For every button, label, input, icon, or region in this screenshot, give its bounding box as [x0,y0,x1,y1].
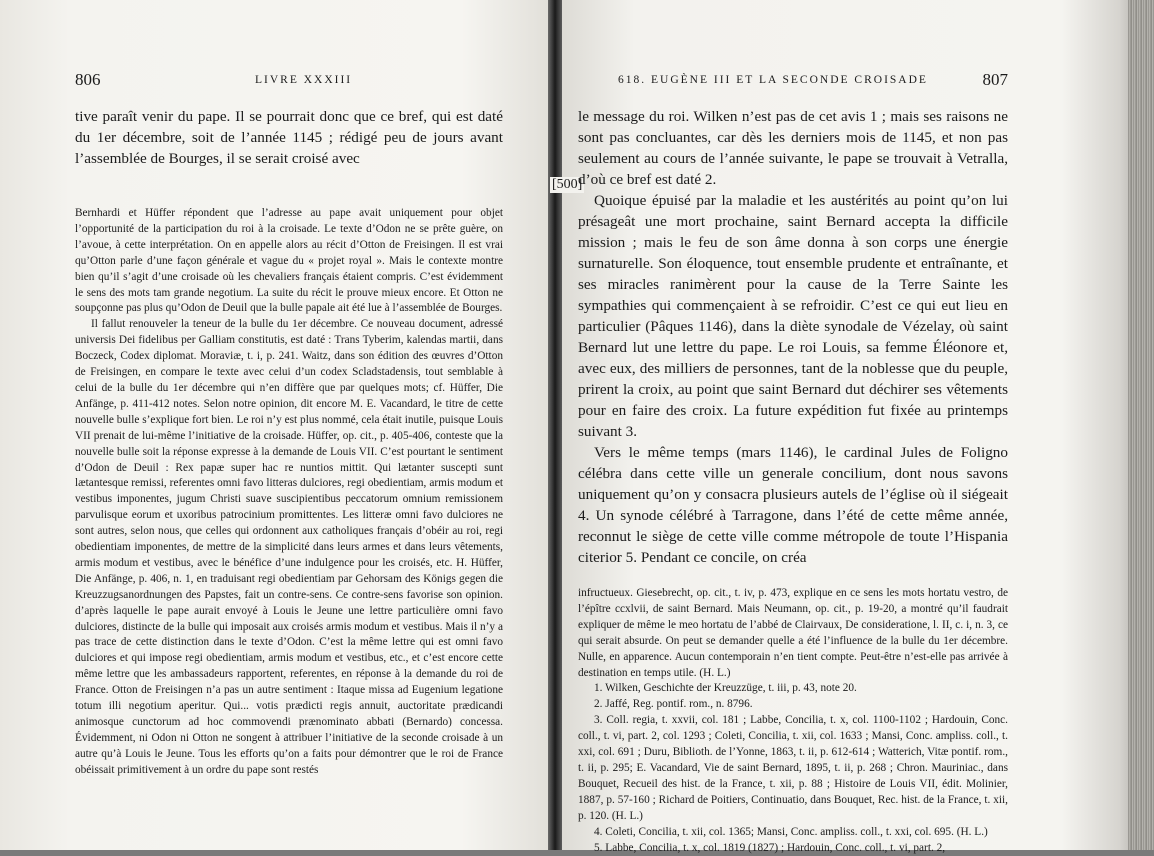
right-body-text [578,106,1008,568]
footnote-item: 4. Coleti, Concilia, t. xii, col. 1365; Mansi, Conc. ampliss. coll., t. xxi, col. 695. (H. L.) [578,825,1008,841]
left-body-text [75,106,503,169]
page-number: 807 [983,70,1009,90]
body-paragraph: le message du roi. Wilken n’est pas de cet avis 1 ; mais ses raisons ne sont pas concluantes, car dès les derniers mois de 1145, et non pas seulement au cours de l’année suivante, le pape se trouvait à Vetralla, d’où ce bref est daté 2. [578,106,1008,190]
left-page [75,70,503,779]
footnote-list [578,681,1008,856]
footnote-paragraph: Bernhardi et Hüffer répondent que l’adresse au pape avait uniquement pour objet l’opportunité de la participation du roi à la croisade. Le texte d’Odon ne se prête guère, on l’avoue, à cette interprétation. On en appelle alors au récit d’Otton de Freisingen. Il est vrai qu’Otton parle d’une façon générale et vague du « projet royal ». Mais le contexte montre bien qu’il s’agit d’une croisade où les chevaliers français étaient compris. C’est évidemment le sens des mots tam grande negotium. La suite du récit le prouve mieux encore. Et Otton ne soupçonne pas plus qu’Odon de Deuil que la bulle papale ait été lue à l’assemblée de Bourges. [75,206,503,317]
footnote-paragraph: Il fallut renouveler la teneur de la bulle du 1er décembre. Ce nouveau document, adressé universis Dei fidelibus per Galliam constitutis, est daté : Trans Tyberim, kalendas martii, dans Boczeck, Codex diplomat. Moraviæ, t. i, p. 241. Waitz, dans son édition des œuvres d’Otton de Freisingen, en compare le texte avec celui d’un codex Scladstadensis, tout semblable à celui de la bulle du 1er décembre qui n’en diffère que par quelques mots; cf. Hüffer, Die Anfänge, p. 411-412 notes. Selon notre opinion, dit encore M. E. Vacandard, le titre de cette nouvelle bulle s’explique fort bien. Le roi n’y est plus nommé, cela était inutile, puisque Louis VII prenait de lui-même l’initiative de la croisade. Hüffer, op. cit., p. 405-406, conteste que la nouvelle bulle soit la réponse expresse à la demande de Louis VII. C’est pourtant le sentiment d’Odon de Deuil : Rex papæ super hac re nuntios mittit. Qui lætanter suscepti sunt lætantesque remissi, referentes omni favo litteras dulciores, regi obedientiam, armis modum et vestibus imponentes, jugum Christi suave suscipientibus peccatorum omnium remissionem parvulisque eorum et uxoribus patrocinium promittentes. Les litteræ omni favo dulciores ne sont autres, selon nous, que celles qui ordonnent aux catholiques français d’obéir au roi, regi obedientiam imponentes, de mettre de la simplicité dans leurs armes et dans leurs vêtements, armis modum et vestibus, avec le bénéfice d’une indulgence pour les croisés, etc. H. Hüffer, Die Anfänge, p. 406, n. 1, en traduisant regi obedientiam par Gehorsam des Königs gegen die Kreuzzugsanordnungen des Papstes, fait un contre-sens. Ce contre-sens favorise son opinion. d’après laquelle le pape aurait envoyé à Louis le Jeune une lettre particulière omni favo dulciores, distincte de la bulle qui imposait aux croisés armis modum et vestibus. Mais il n’y a pas trace de cette distinction dans le texte d’Odon. C’est la même lettre qui est omni favo dulciores et qui impose regi obedientiam, armis modum et vestibus, etc., et c’est encore cette même lettre que les ambassadeurs rapportent, referentes, en réponse à la demande du roi de France. Otton de Freisingen n’a pas un autre sentiment : Itaque missa ad Eugenium legatione totum illi negotium aperitur. Qui... votis prædicti regis annuit, auctoritate prædicandi animosque cunctorum ad hoc commovendi prænominato abbati (Bernardo) concessa. Évidemment, ni Odon ni Otton ne songent à attribuer l’initiative de la seconde croisade à un autre qu’à Louis le Jeune. Tous les efforts qu’on a faits pour démontrer que le roi de France obéissait primitivement à un ordre du pape sont restés [75,317,503,778]
footnote-paragraph: infructueux. Giesebrecht, op. cit., t. iv, p. 473, explique en ce sens les mots hortatu vestro, de l’épître ccxlvii, de saint Bernard. Mais Neumann, op. cit., p. 19-20, a montré qu’il faudrait expliquer de même le meo hortatu de l’abbé de Clairvaux, De consideratione, l. II, c. i, n. 3, ce qui serait absurde. On peut se demander quelle a été l’influence de la bulle du 1er décembre. Nulle, en apparence. Aucun contemporain n’en tient compte. Peut-être n’est-elle pas arrivée à destination en temps utile. (H. L.) [578,586,1008,681]
page-edges [1128,0,1154,850]
footnote-item: 5. Labbe, Concilia, t. x, col. 1819 (1827) ; Hardouin, Conc. coll., t. vi, part. 2, [578,841,1008,856]
left-running-header [75,70,503,96]
body-paragraph: tive paraît venir du pape. Il se pourrait donc que ce bref, qui est daté du 1er décembre, soit de l’année 1145 ; rédigé peu de jours avant l’assemblée de Bourges, il se serait croisé avec [75,106,503,169]
margin-marker: [500] [550,177,584,193]
right-page [578,70,1008,856]
running-head: 618. EUGÈNE III ET LA SECONDE CROISADE [618,74,928,86]
running-head: LIVRE XXXIII [255,74,352,86]
footnote-item: 1. Wilken, Geschichte der Kreuzzüge, t. iii, p. 43, note 20. [578,681,1008,697]
page-number: 806 [75,70,101,90]
body-paragraph: Quoique épuisé par la maladie et les austérités au point qu’on lui présageât une mort prochaine, saint Bernard accepta la difficile mission ; mais le feu de son âme donna à son corps une énergie surnaturelle. Son éloquence, tout ensemble prudente et entraînante, et ses miracles ranimèrent pour la cause de la Terre Sainte les sympathies qui commençaient à se refroidir. C’est ce qui eut lieu en particulier (Pâques 1146), dans la diète synodale de Vézelay, où saint Bernard lut une lettre du pape. Le roi Louis, sa femme Éléonore et, avec eux, des milliers de personnes, tant de la noblesse que du peuple, prirent la croix, au point que saint Bernard dut déchirer ses vêtements pour en faire des croix. La future expédition fut fixée au printemps suivant 3. [578,190,1008,442]
book-gutter [548,0,562,850]
footnote-item: 3. Coll. regia, t. xxvii, col. 181 ; Labbe, Concilia, t. x, col. 1100-1102 ; Hardouin, Conc. coll., t. vi, part. 2, col. 1293 ; Coleti, Concilia, t. xii, col. 1633 ; Mansi, Conc. ampliss. coll., t. xxi, col. 691 ; Duru, Biblioth. de l’Yonne, 1863, t. ii, p. 612-614 ; Watterich, Vitæ pontif. rom., t. ii, p. 295; E. Vacandard, Vie de saint Bernard, 1895, t. ii, p. 268 ; Chron. Mauriniac., dans Bouquet, Recueil des hist. de la France, t. xii, p. 88 ; Histoire de Louis VII, édit. Molinier, 1887, p. 57-160 ; Richard de Poitiers, Continuatio, dans Bouquet, Rec. hist. de la France, t. xii, p. 120. (H. L.) [578,713,1008,824]
footnote-item: 2. Jaffé, Reg. pontif. rom., n. 8796. [578,697,1008,713]
right-running-header [578,70,1008,96]
left-footnotes [75,206,503,779]
right-footnotes [578,586,1008,856]
body-paragraph: Vers le même temps (mars 1146), le cardinal Jules de Foligno célébra dans cette ville un generale concilium, dont nous savons uniquement qu’on y consacra plusieurs autels de l’église où il siégeait 4. Un synode célébré à Tarragone, dans l’été de cette même année, reconnut le siège de cette ville comme métropole de toute l’Hispania citerior 5. Pendant ce concile, on créa [578,442,1008,568]
